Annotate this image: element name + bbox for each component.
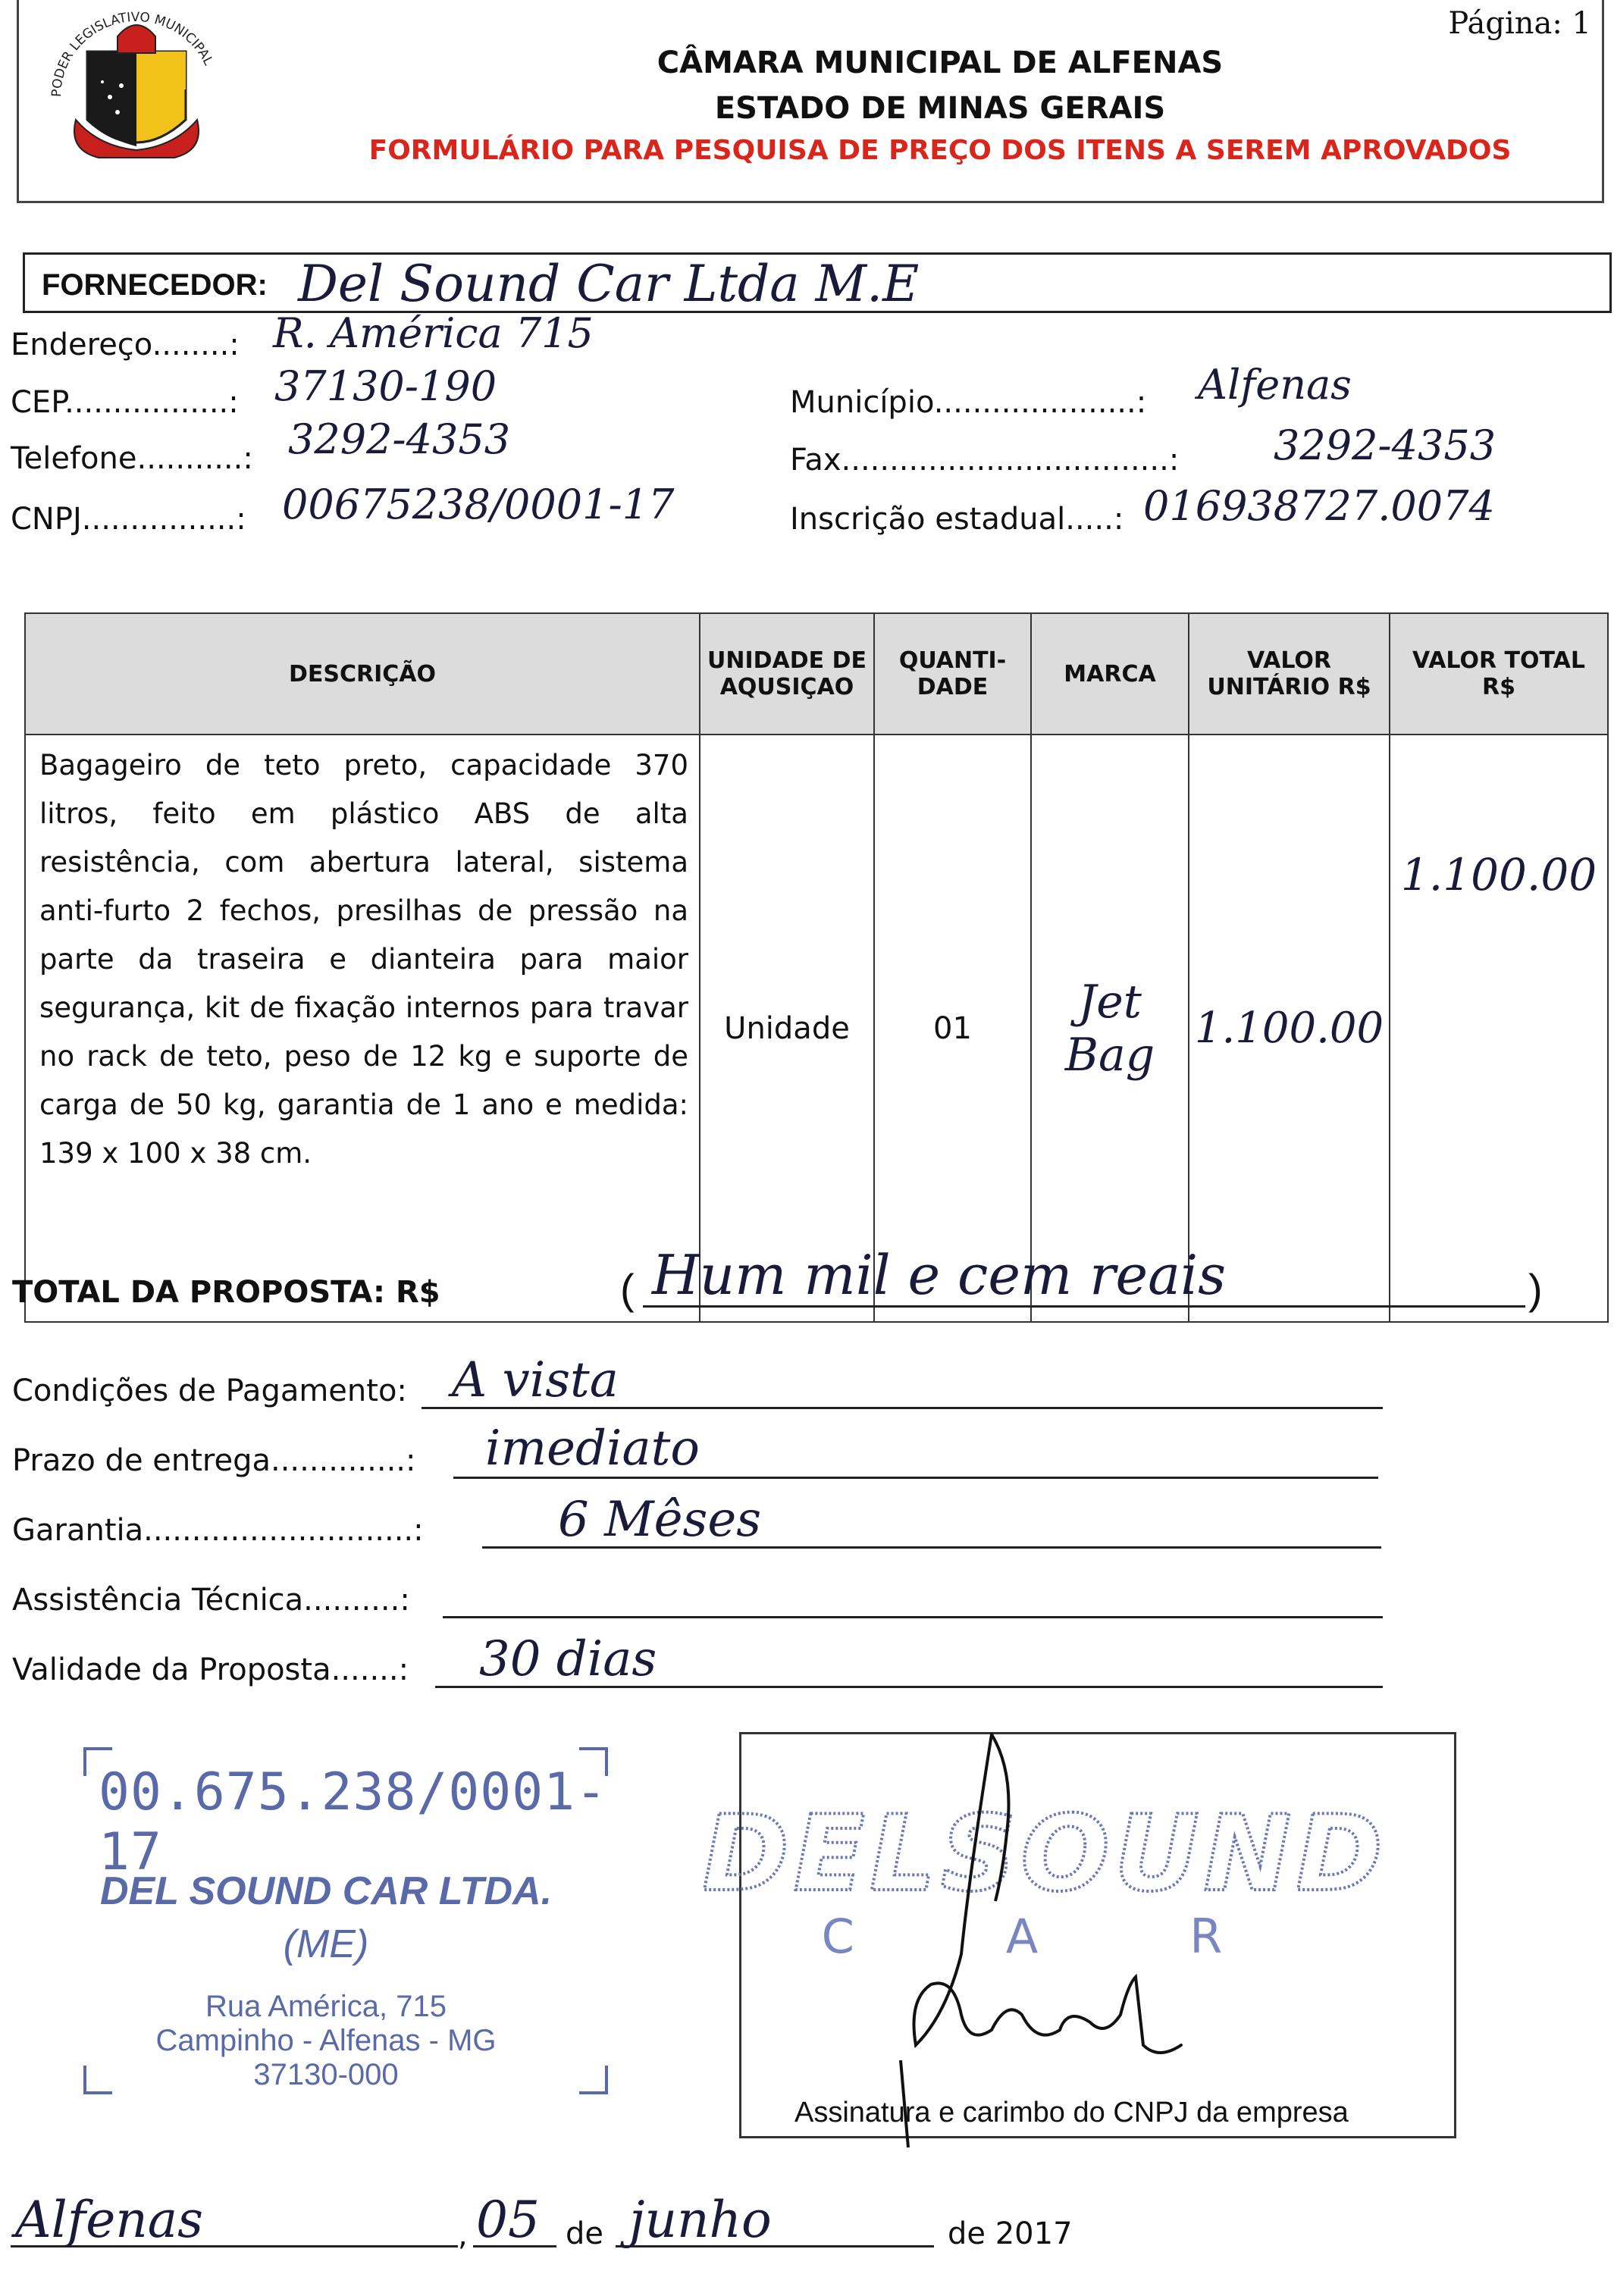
municipio-label: Município.....................: xyxy=(790,385,1147,420)
crest-arc-text: PODER LEGISLATIVO MUNICIPAL xyxy=(49,9,216,98)
date-city-value[interactable]: Alfenas xyxy=(15,2191,203,2249)
items-table xyxy=(24,612,1609,1323)
stamp-address-city: Campinho - Alfenas - MG xyxy=(155,2024,497,2057)
tech-support-line xyxy=(443,1616,1383,1618)
supplier-box xyxy=(23,252,1612,313)
form-title: FORMULÁRIO PARA PESQUISA DE PREÇO DOS ITENS A SEREM APROVADOS xyxy=(368,135,1512,166)
date-comma: , xyxy=(458,2218,468,2253)
delsound-car-text: CAR xyxy=(821,1909,1374,1960)
supplier-label: FORNECEDOR: xyxy=(42,268,268,302)
total-words-value[interactable]: Hum mil e cem reais xyxy=(652,1243,1227,1307)
stamp-company-name: DEL SOUND CAR LTDA. xyxy=(99,1869,553,1913)
total-proposal-label: TOTAL DA PROPOSTA: R$ xyxy=(12,1275,440,1310)
header-quantidade: QUANTI-DADE xyxy=(874,613,1031,735)
page-number: Página: 1 xyxy=(1448,6,1591,41)
header-valor-unitario: VALOR UNITÁRIO R$ xyxy=(1189,613,1390,735)
delivery-label: Prazo de entrega..............: xyxy=(12,1443,416,1478)
handwritten-signature xyxy=(817,1727,1211,2151)
item-valor-total[interactable]: 1.100.00 xyxy=(1390,735,1608,1322)
cep-value[interactable]: 37130-190 xyxy=(274,362,497,410)
table-row xyxy=(25,735,1608,1322)
header-unidade: UNIDADE DE AQUSIÇAO xyxy=(700,613,874,735)
municipio-value[interactable]: Alfenas xyxy=(1198,361,1352,409)
stamp-address-street: Rua América, 715 xyxy=(205,1990,447,2023)
address-value[interactable]: R. América 715 xyxy=(273,309,594,357)
address-label: Endereço........: xyxy=(11,327,240,362)
inscricao-estadual-value[interactable]: 016938727.0074 xyxy=(1143,482,1495,530)
validity-label: Validade da Proposta.......: xyxy=(12,1652,409,1687)
signature-box xyxy=(702,1732,1456,2138)
stamp-address-cep: 37130-000 xyxy=(253,2058,399,2091)
date-day-value[interactable]: 05 xyxy=(476,2191,540,2249)
fax-value[interactable]: 3292-4353 xyxy=(1274,421,1496,469)
payment-label: Condições de Pagamento: xyxy=(12,1374,407,1408)
chamber-crest-logo xyxy=(45,6,227,180)
item-description: Bagageiro de teto preto, capacidade 370 litros, feito em plástico ABS de alta resistência, com abertura lateral, sistema anti-furto 2 fechos, presilhas de pressão na parte da traseira e dianteira para maior segurança, kit de fixação internos para travar no rack de teto, peso de 12 kg e suporte de carga de 50 kg, garantia de 1 ano e medida: 139 x 100 x 38 cm. xyxy=(25,735,700,1322)
item-marca[interactable]: Jet Bag xyxy=(1031,735,1189,1322)
total-open-paren: ( xyxy=(620,1265,635,1313)
company-stamp xyxy=(83,1740,614,2096)
total-close-paren: ) xyxy=(1528,1265,1543,1313)
telefone-label: Telefone...........: xyxy=(11,441,253,476)
tech-support-label: Assistência Técnica..........: xyxy=(12,1583,410,1618)
cnpj-value[interactable]: 00675238/0001-17 xyxy=(282,481,675,528)
cnpj-label: CNPJ................: xyxy=(11,502,246,537)
date-de-label: de xyxy=(566,2216,603,2251)
date-month-value[interactable]: junho xyxy=(629,2191,772,2249)
telefone-value[interactable]: 3292-4353 xyxy=(288,415,511,463)
signature-caption: Assinatura e carimbo do CNPJ da empresa xyxy=(794,2097,1349,2128)
date-year: de 2017 xyxy=(948,2216,1073,2251)
validity-value[interactable]: 30 dias xyxy=(479,1631,657,1687)
chamber-name: CÂMARA MUNICIPAL DE ALFENAS xyxy=(657,45,1224,80)
inscricao-estadual-label: Inscrição estadual.....: xyxy=(790,502,1124,537)
delivery-value[interactable]: imediato xyxy=(485,1421,700,1477)
item-quantidade: 01 xyxy=(874,735,1031,1322)
fax-label: Fax..................................: xyxy=(790,443,1180,478)
delsound-logo-text: DELSOUND xyxy=(702,1810,1387,1901)
payment-value[interactable]: A vista xyxy=(452,1352,619,1408)
delivery-line xyxy=(453,1477,1378,1479)
header-descricao: DESCRIÇÃO xyxy=(25,613,700,735)
header-valor-total: VALOR TOTAL R$ xyxy=(1390,613,1608,735)
header-marca: MARCA xyxy=(1031,613,1189,735)
state-name: ESTADO DE MINAS GERAIS xyxy=(714,91,1166,126)
warranty-label: Garantia............................: xyxy=(12,1513,424,1548)
supplier-value[interactable]: Del Sound Car Ltda M.E xyxy=(298,255,920,313)
warranty-value[interactable]: 6 Mêses xyxy=(558,1492,762,1548)
stamp-cnpj: 00.675.238/0001-17 xyxy=(99,1762,608,1882)
cep-label: CEP.................: xyxy=(11,385,239,420)
stamp-corner-br xyxy=(579,2066,608,2094)
item-valor-unitario[interactable]: 1.100.00 xyxy=(1189,735,1390,1322)
table-header-row xyxy=(25,613,1608,735)
item-unidade: Unidade xyxy=(700,735,874,1322)
stamp-me: (ME) xyxy=(283,1922,369,1966)
